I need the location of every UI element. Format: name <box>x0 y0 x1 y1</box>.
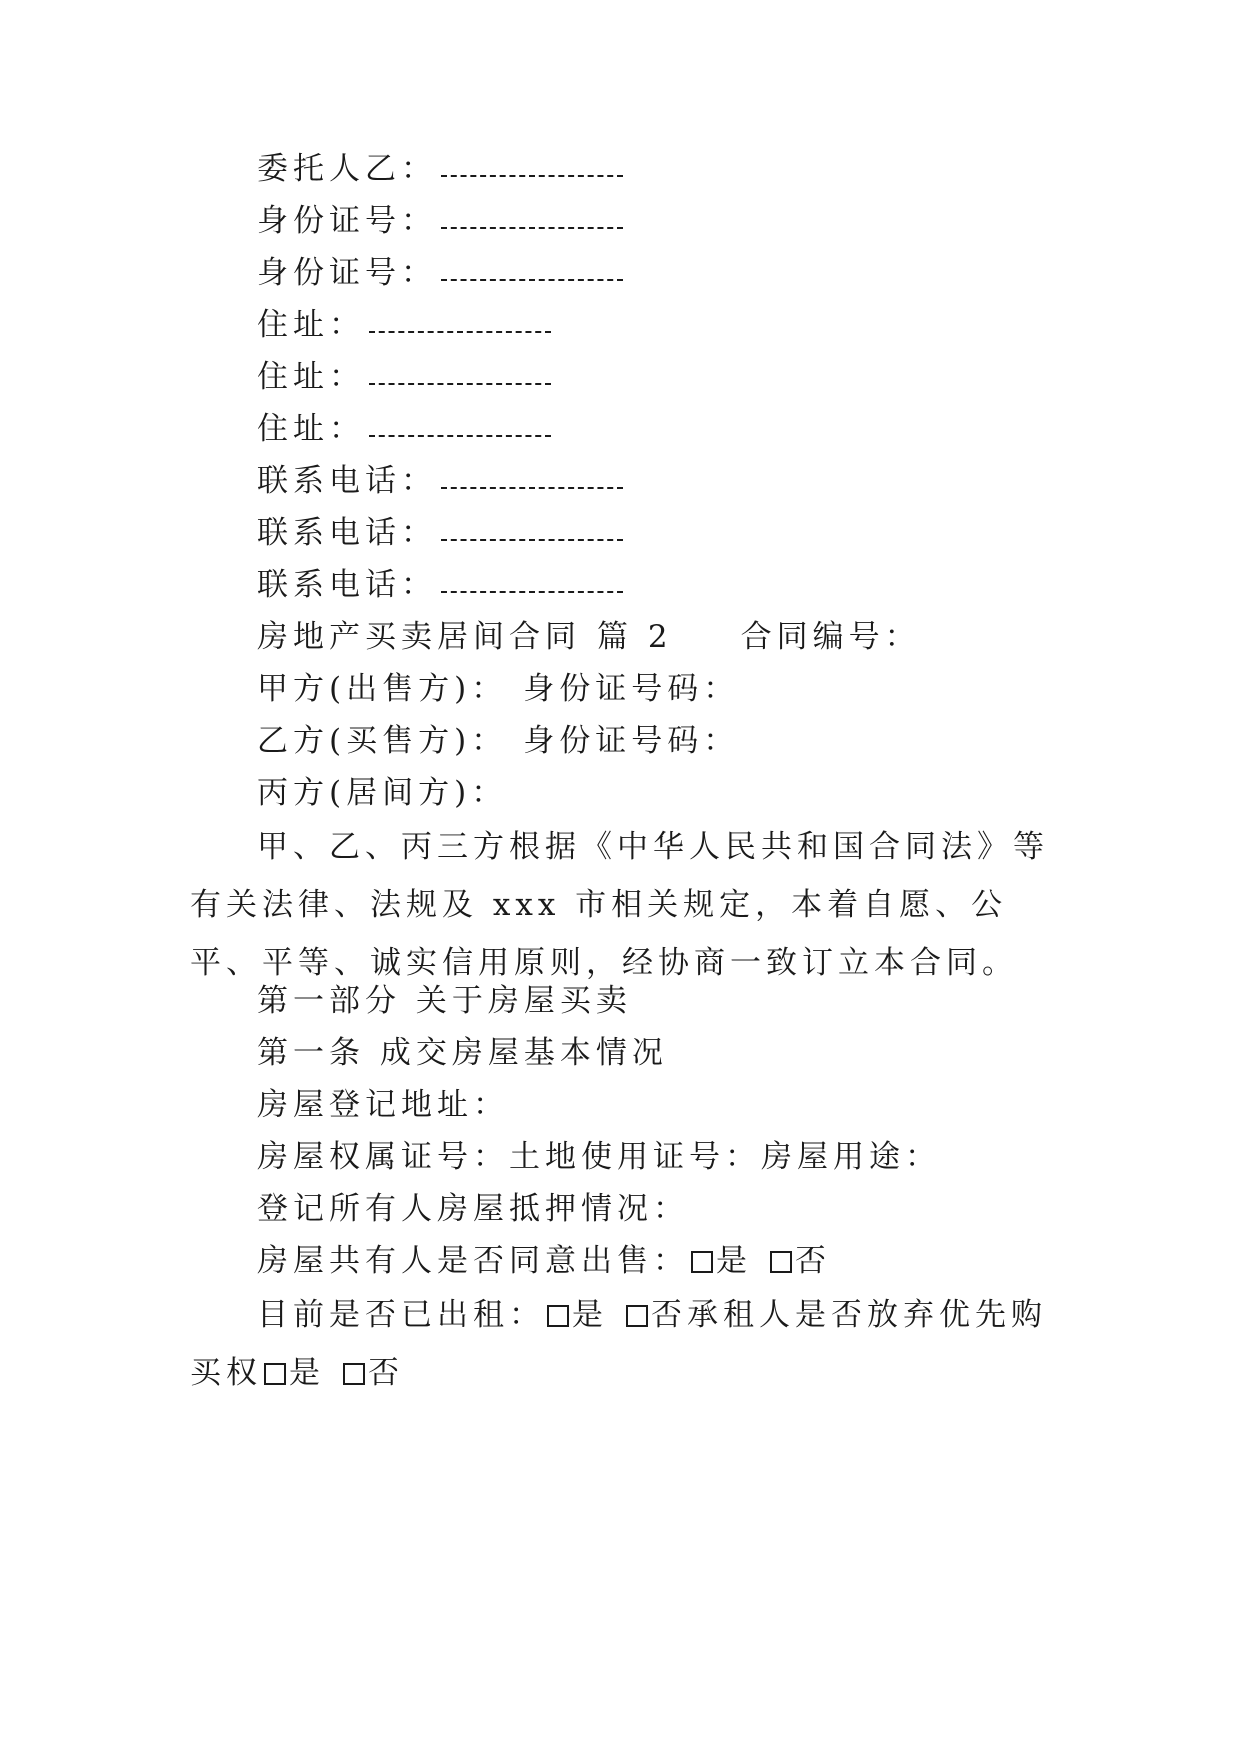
agent-line-3 <box>257 305 551 345</box>
mortgage-field <box>257 1189 689 1229</box>
checkbox-no[interactable] <box>770 1251 792 1273</box>
fill-blank[interactable] <box>369 381 551 385</box>
co-owner-question: 房屋共有人是否同意出售： <box>257 1243 689 1279</box>
party-b-label: 乙方(买售方)： <box>257 723 508 759</box>
article-title: 第一条 成交房屋基本情况 <box>257 1035 668 1071</box>
party-b-line <box>257 721 739 761</box>
agent-label: 住址： <box>257 359 365 395</box>
contract-title: 房地产买卖居间合同 <box>257 619 581 655</box>
agent-label: 联系电话： <box>257 463 437 499</box>
article-heading <box>257 1033 668 1073</box>
agent-line-0 <box>257 149 623 189</box>
fill-blank[interactable] <box>441 225 623 229</box>
party-c-label: 丙方(居间方)： <box>257 775 508 811</box>
party-a-id-label: 身份证号码： <box>523 671 740 707</box>
checkbox-yes[interactable] <box>691 1251 713 1273</box>
party-c-line <box>257 773 507 813</box>
agent-label: 委托人乙： <box>257 151 437 187</box>
address-field <box>257 1085 509 1125</box>
party-a-label: 甲方(出售方)： <box>257 671 508 707</box>
checkbox-waive-yes[interactable] <box>264 1363 286 1385</box>
checkbox-no-label: 否 <box>795 1243 831 1279</box>
contract-part: 篇 2 <box>597 619 673 655</box>
rental-question: 目前是否已出租： <box>257 1297 545 1333</box>
agent-label: 身份证号： <box>257 255 437 291</box>
agent-label: 联系电话： <box>257 515 437 551</box>
contract-number-label: 合同编号： <box>740 619 921 655</box>
section-heading <box>257 981 632 1021</box>
agent-label: 联系电话： <box>257 567 437 603</box>
checkbox-waive-yes-label: 是 <box>289 1355 325 1391</box>
mortgage-label: 登记所有人房屋抵押情况： <box>257 1191 689 1227</box>
ownership-label: 房屋权属证号：土地使用证号：房屋用途： <box>257 1139 941 1175</box>
agent-line-7 <box>257 513 623 553</box>
agent-label: 住址： <box>257 307 365 343</box>
intro-text: 甲、乙、丙三方根据《中华人民共和国合同法》等有关法律、法规及 xxx 市相关规定，本着自愿、公平、平等、诚实信用原则，经协商一致订立本合同。 <box>190 829 1049 981</box>
fill-blank[interactable] <box>441 277 623 281</box>
checkbox-yes-label: 是 <box>716 1243 752 1279</box>
agent-line-5 <box>257 409 551 449</box>
agent-label: 住址： <box>257 411 365 447</box>
agent-line-4 <box>257 357 551 397</box>
agent-label: 身份证号： <box>257 203 437 239</box>
co-owner-line <box>257 1241 831 1281</box>
ownership-field <box>257 1137 941 1177</box>
fill-blank[interactable] <box>441 537 623 541</box>
agent-line-1 <box>257 201 623 241</box>
agent-line-8 <box>257 565 623 605</box>
fill-blank[interactable] <box>441 485 623 489</box>
fill-blank[interactable] <box>369 329 551 333</box>
agent-line-6 <box>257 461 623 501</box>
checkbox-rented-yes[interactable] <box>547 1305 569 1327</box>
party-b-id-label: 身份证号码： <box>523 723 740 759</box>
rental-no-and-next: 否承租人是否放弃优先购买权 <box>190 1297 1047 1391</box>
checkbox-waive-no[interactable] <box>343 1363 365 1385</box>
checkbox-waive-no-label: 否 <box>368 1355 404 1391</box>
address-label: 房屋登记地址： <box>257 1087 509 1123</box>
fill-blank[interactable] <box>441 173 623 177</box>
contract-header <box>257 617 921 657</box>
intro-paragraph <box>190 818 1050 992</box>
fill-blank[interactable] <box>441 589 623 593</box>
party-a-line <box>257 669 739 709</box>
checkbox-rented-no[interactable] <box>626 1305 648 1327</box>
checkbox-rented-yes-label: 是 <box>572 1297 608 1333</box>
agent-line-2 <box>257 253 623 293</box>
section-title: 第一部分 关于房屋买卖 <box>257 983 632 1019</box>
rental-paragraph <box>190 1286 1050 1402</box>
fill-blank[interactable] <box>369 433 551 437</box>
